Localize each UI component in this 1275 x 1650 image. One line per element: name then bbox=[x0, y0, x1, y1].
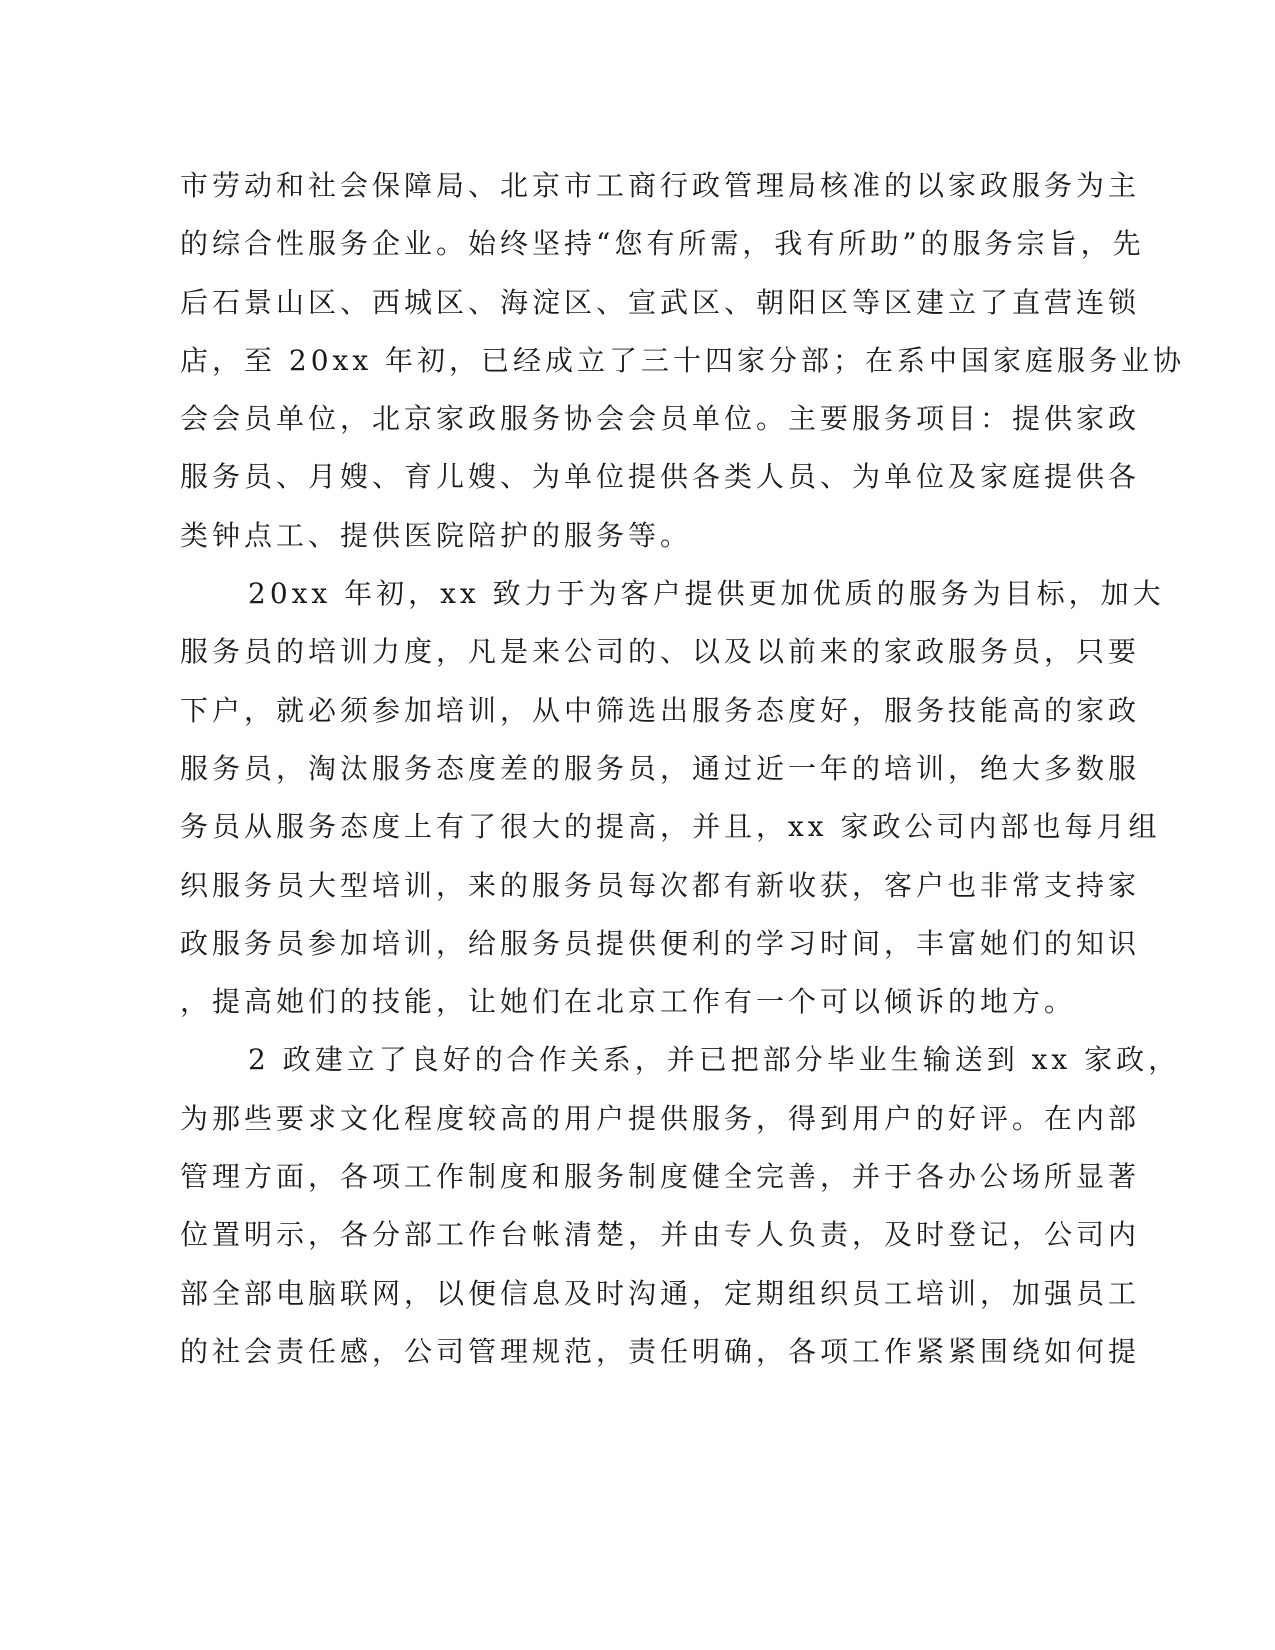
text-line: 会会员单位，北京家政服务协会会员单位。主要服务项目：提供家政 bbox=[180, 402, 1141, 436]
text-line: 后石景山区、西城区、海淀区、宣武区、朝阳区等区建立了直营连锁 bbox=[180, 285, 1141, 319]
body-text bbox=[180, 157, 1186, 1381]
text-line: 的综合性服务企业。始终坚持“您有所需，我有所助”的服务宗旨，先 bbox=[180, 227, 1145, 261]
text-line: 服务员、月嫂、育儿嫂、为单位提供各类人员、为单位及家庭提供各 bbox=[180, 460, 1141, 494]
text-line: 类钟点工、提供医院陪护的服务等。 bbox=[180, 518, 693, 552]
text-line: 政服务员参加培训，给服务员提供便利的学习时间，丰富她们的知识 bbox=[180, 926, 1141, 960]
text-line: 部全部电脑联网，以便信息及时沟通，定期组织员工培训，加强员工 bbox=[180, 1276, 1141, 1310]
text-line: 管理方面，各项工作制度和服务制度健全完善，并于各办公场所显著 bbox=[180, 1160, 1141, 1194]
text-line: 位置明示，各分部工作台帐清楚，并由专人负责，及时登记，公司内 bbox=[180, 1218, 1141, 1252]
text-line: 市劳动和社会保障局、北京市工商行政管理局核准的以家政服务为主 bbox=[180, 169, 1141, 202]
text-line: 务员从服务态度上有了很大的提高，并且，xx 家政公司内部也每月组 bbox=[180, 810, 1161, 844]
text-line: 的社会责任感，公司管理规范，责任明确，各项工作紧紧围绕如何提 bbox=[180, 1334, 1141, 1368]
text-line: 为那些要求文化程度较高的用户提供服务，得到用户的好评。在内部 bbox=[180, 1101, 1141, 1135]
text-line: 下户，就必须参加培训，从中筛选出服务态度好，服务技能高的家政 bbox=[180, 693, 1141, 727]
text-line: 服务员的培训力度，凡是来公司的、以及以前来的家政服务员，只要 bbox=[180, 635, 1141, 669]
text-line: 服务员，淘汰服务态度差的服务员，通过近一年的培训，绝大多数服 bbox=[180, 751, 1141, 785]
text-line: 织服务员大型培训，来的服务员每次都有新收获，客户也非常支持家 bbox=[180, 868, 1141, 902]
paragraph-start-line: 2 政建立了良好的合作关系，并已把部分毕业生输送到 xx 家政， bbox=[248, 1043, 1181, 1077]
text-line: ，提高她们的技能，让她们在北京工作有一个可以倾诉的地方。 bbox=[180, 985, 1077, 1019]
paragraph-start-line: 20xx 年初，xx 致力于为客户提供更加优质的服务为目标，加大 bbox=[248, 577, 1165, 611]
text-line: 店，至 20xx 年初，已经成立了三十四家分部；在系中国家庭服务业协 bbox=[180, 343, 1186, 377]
